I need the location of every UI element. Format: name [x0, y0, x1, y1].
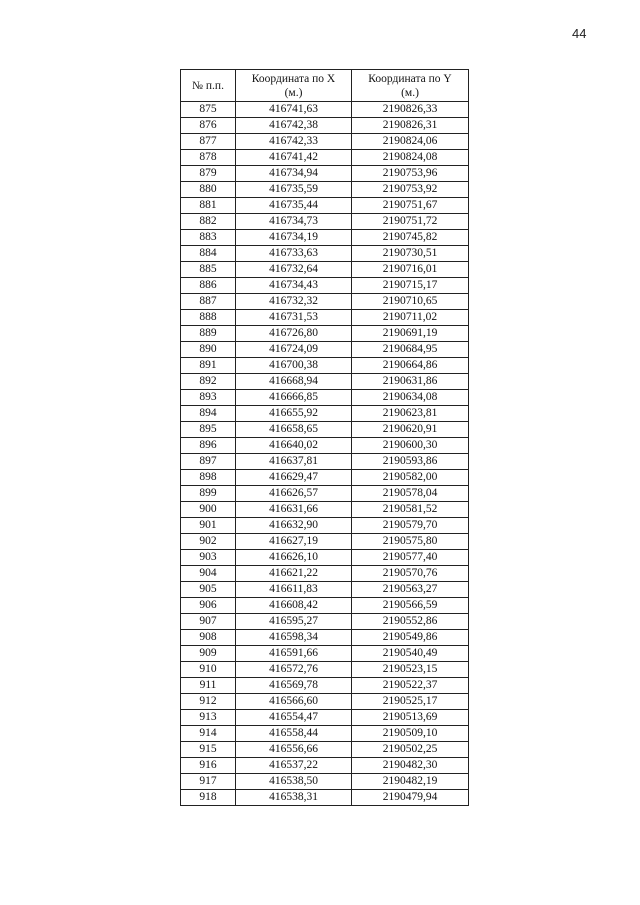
table-row: [181, 342, 469, 358]
cell-x: 416595,27: [236, 614, 352, 630]
cell-y: 2190664,86: [352, 358, 469, 374]
table-row: [181, 166, 469, 182]
table-row: [181, 294, 469, 310]
cell-x: 416629,47: [236, 470, 352, 486]
cell-y: 2190570,76: [352, 566, 469, 582]
cell-x: 416626,57: [236, 486, 352, 502]
cell-y: 2190482,30: [352, 758, 469, 774]
cell-y: 2190525,17: [352, 694, 469, 710]
table-row: [181, 790, 469, 806]
cell-y: 2190563,27: [352, 582, 469, 598]
cell-number: 915: [181, 742, 236, 758]
header-y: [352, 70, 469, 102]
cell-number: 885: [181, 262, 236, 278]
cell-x: 416611,83: [236, 582, 352, 598]
table-body: [181, 102, 469, 806]
table-row: [181, 198, 469, 214]
table-row: [181, 582, 469, 598]
table-row: [181, 262, 469, 278]
cell-number: 911: [181, 678, 236, 694]
table-row: [181, 150, 469, 166]
cell-x: 416734,43: [236, 278, 352, 294]
cell-number: 918: [181, 790, 236, 806]
cell-y: 2190826,31: [352, 118, 469, 134]
cell-x: 416742,33: [236, 134, 352, 150]
cell-number: 888: [181, 310, 236, 326]
cell-y: 2190575,80: [352, 534, 469, 550]
table-row: [181, 310, 469, 326]
cell-y: 2190684,95: [352, 342, 469, 358]
cell-x: 416734,19: [236, 230, 352, 246]
cell-x: 416637,81: [236, 454, 352, 470]
cell-x: 416732,64: [236, 262, 352, 278]
table-row: [181, 214, 469, 230]
cell-x: 416658,65: [236, 422, 352, 438]
cell-y: 2190716,01: [352, 262, 469, 278]
table-row: [181, 390, 469, 406]
cell-number: 875: [181, 102, 236, 118]
cell-x: 416733,63: [236, 246, 352, 262]
table-row: [181, 246, 469, 262]
cell-x: 416666,85: [236, 390, 352, 406]
table-row: [181, 326, 469, 342]
table-row: [181, 470, 469, 486]
cell-x: 416572,76: [236, 662, 352, 678]
cell-number: 894: [181, 406, 236, 422]
cell-y: 2190552,86: [352, 614, 469, 630]
cell-number: 877: [181, 134, 236, 150]
cell-x: 416566,60: [236, 694, 352, 710]
cell-number: 884: [181, 246, 236, 262]
cell-x: 416731,53: [236, 310, 352, 326]
cell-y: 2190479,94: [352, 790, 469, 806]
table-row: [181, 118, 469, 134]
cell-x: 416627,19: [236, 534, 352, 550]
cell-number: 882: [181, 214, 236, 230]
cell-x: 416732,32: [236, 294, 352, 310]
table-row: [181, 374, 469, 390]
header-x: [236, 70, 352, 102]
table-row: [181, 230, 469, 246]
cell-number: 908: [181, 630, 236, 646]
cell-x: 416668,94: [236, 374, 352, 390]
cell-number: 883: [181, 230, 236, 246]
table-row: [181, 678, 469, 694]
cell-y: 2190824,06: [352, 134, 469, 150]
cell-number: 892: [181, 374, 236, 390]
cell-number: 909: [181, 646, 236, 662]
cell-number: 906: [181, 598, 236, 614]
cell-y: 2190600,30: [352, 438, 469, 454]
cell-number: 899: [181, 486, 236, 502]
cell-y: 2190578,04: [352, 486, 469, 502]
cell-x: 416631,66: [236, 502, 352, 518]
cell-y: 2190710,65: [352, 294, 469, 310]
cell-y: 2190509,10: [352, 726, 469, 742]
table-row: [181, 406, 469, 422]
cell-x: 416591,66: [236, 646, 352, 662]
cell-number: 903: [181, 550, 236, 566]
table-row: [181, 550, 469, 566]
table-row: [181, 534, 469, 550]
cell-number: 907: [181, 614, 236, 630]
table-row: [181, 630, 469, 646]
cell-y: 2190593,86: [352, 454, 469, 470]
cell-y: 2190549,86: [352, 630, 469, 646]
page-number: 44: [572, 26, 587, 41]
header-x-unit: (м.): [284, 86, 303, 99]
cell-y: 2190730,51: [352, 246, 469, 262]
cell-number: 890: [181, 342, 236, 358]
table-row: [181, 646, 469, 662]
cell-number: 887: [181, 294, 236, 310]
table-row: [181, 614, 469, 630]
cell-x: 416734,94: [236, 166, 352, 182]
cell-y: 2190745,82: [352, 230, 469, 246]
cell-y: 2190566,59: [352, 598, 469, 614]
cell-number: 878: [181, 150, 236, 166]
cell-x: 416726,80: [236, 326, 352, 342]
coordinates-table: [180, 69, 469, 806]
table-row: [181, 566, 469, 582]
table-row: [181, 438, 469, 454]
table-row: [181, 422, 469, 438]
table-row: [181, 182, 469, 198]
cell-y: 2190581,52: [352, 502, 469, 518]
cell-number: 910: [181, 662, 236, 678]
table-row: [181, 742, 469, 758]
header-x-title: Координата по X: [251, 72, 336, 85]
cell-number: 881: [181, 198, 236, 214]
cell-number: 893: [181, 390, 236, 406]
table-row: [181, 774, 469, 790]
cell-y: 2190502,25: [352, 742, 469, 758]
table-row: [181, 486, 469, 502]
cell-number: 889: [181, 326, 236, 342]
cell-x: 416538,50: [236, 774, 352, 790]
table-header-row: [181, 70, 469, 102]
cell-number: 876: [181, 118, 236, 134]
cell-y: 2190631,86: [352, 374, 469, 390]
cell-x: 416640,02: [236, 438, 352, 454]
table-row: [181, 278, 469, 294]
table-row: [181, 694, 469, 710]
cell-x: 416554,47: [236, 710, 352, 726]
cell-x: 416700,38: [236, 358, 352, 374]
cell-number: 886: [181, 278, 236, 294]
cell-x: 416655,92: [236, 406, 352, 422]
header-y-title: Координата по Y: [368, 72, 452, 85]
cell-number: 904: [181, 566, 236, 582]
cell-number: 895: [181, 422, 236, 438]
cell-y: 2190824,08: [352, 150, 469, 166]
cell-x: 416735,44: [236, 198, 352, 214]
table-row: [181, 102, 469, 118]
table-row: [181, 662, 469, 678]
cell-x: 416558,44: [236, 726, 352, 742]
cell-y: 2190751,67: [352, 198, 469, 214]
cell-x: 416724,09: [236, 342, 352, 358]
cell-number: 913: [181, 710, 236, 726]
cell-y: 2190715,17: [352, 278, 469, 294]
cell-y: 2190751,72: [352, 214, 469, 230]
table-row: [181, 726, 469, 742]
cell-y: 2190579,70: [352, 518, 469, 534]
cell-y: 2190620,91: [352, 422, 469, 438]
cell-x: 416608,42: [236, 598, 352, 614]
cell-y: 2190523,15: [352, 662, 469, 678]
table-row: [181, 454, 469, 470]
cell-y: 2190711,02: [352, 310, 469, 326]
cell-y: 2190691,19: [352, 326, 469, 342]
cell-y: 2190522,37: [352, 678, 469, 694]
table-row: [181, 518, 469, 534]
cell-y: 2190540,49: [352, 646, 469, 662]
cell-number: 896: [181, 438, 236, 454]
cell-number: 912: [181, 694, 236, 710]
cell-x: 416569,78: [236, 678, 352, 694]
table-row: [181, 598, 469, 614]
table-row: [181, 502, 469, 518]
table-row: [181, 358, 469, 374]
cell-y: 2190634,08: [352, 390, 469, 406]
cell-y: 2190513,69: [352, 710, 469, 726]
cell-number: 917: [181, 774, 236, 790]
cell-y: 2190582,00: [352, 470, 469, 486]
cell-number: 897: [181, 454, 236, 470]
cell-y: 2190753,96: [352, 166, 469, 182]
cell-number: 905: [181, 582, 236, 598]
cell-number: 914: [181, 726, 236, 742]
cell-number: 900: [181, 502, 236, 518]
header-y-unit: (м.): [401, 86, 419, 99]
cell-number: 901: [181, 518, 236, 534]
cell-x: 416742,38: [236, 118, 352, 134]
cell-x: 416538,31: [236, 790, 352, 806]
cell-x: 416735,59: [236, 182, 352, 198]
cell-x: 416598,34: [236, 630, 352, 646]
cell-x: 416556,66: [236, 742, 352, 758]
cell-x: 416626,10: [236, 550, 352, 566]
cell-y: 2190623,81: [352, 406, 469, 422]
cell-number: 891: [181, 358, 236, 374]
cell-number: 902: [181, 534, 236, 550]
cell-x: 416741,63: [236, 102, 352, 118]
cell-x: 416632,90: [236, 518, 352, 534]
cell-y: 2190482,19: [352, 774, 469, 790]
header-number: № п.п.: [181, 70, 236, 102]
table-row: [181, 134, 469, 150]
cell-x: 416621,22: [236, 566, 352, 582]
cell-number: 879: [181, 166, 236, 182]
cell-x: 416537,22: [236, 758, 352, 774]
cell-y: 2190826,33: [352, 102, 469, 118]
table-row: [181, 758, 469, 774]
cell-x: 416741,42: [236, 150, 352, 166]
table-row: [181, 710, 469, 726]
cell-number: 898: [181, 470, 236, 486]
cell-number: 916: [181, 758, 236, 774]
cell-y: 2190753,92: [352, 182, 469, 198]
cell-number: 880: [181, 182, 236, 198]
cell-x: 416734,73: [236, 214, 352, 230]
cell-y: 2190577,40: [352, 550, 469, 566]
